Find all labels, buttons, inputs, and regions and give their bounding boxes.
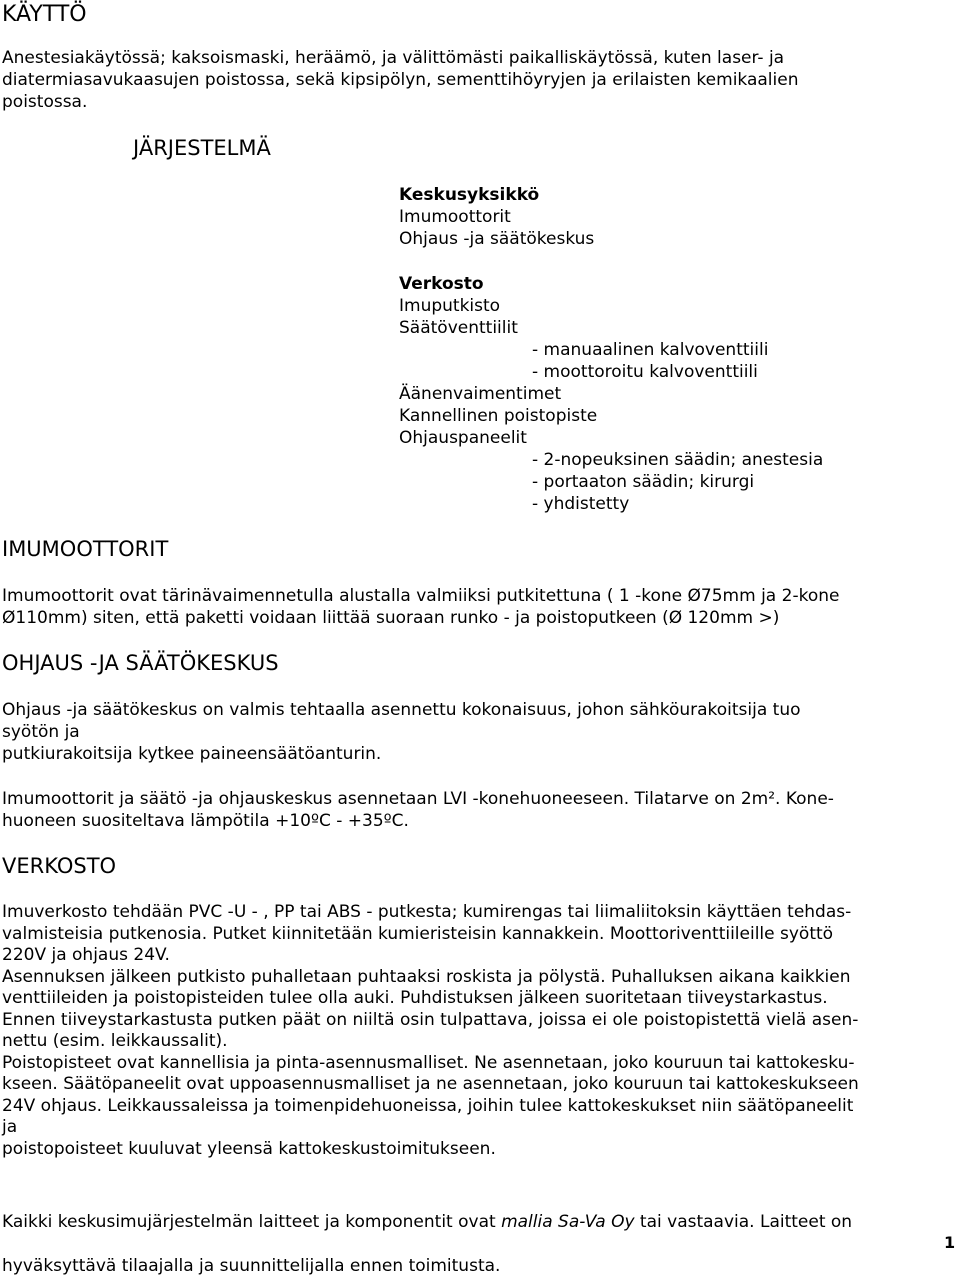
verkosto-subitem: - moottoroitu kalvoventtiili — [532, 362, 758, 382]
heading-kaytto: KÄYTTÖ — [2, 2, 87, 27]
verkosto-subitem: - portaaton säädin; kirurgi — [532, 472, 755, 492]
ohjaus-paragraph: Ohjaus -ja säätökeskus on valmis tehtaalla asennettu kokonaisuus, johon sähköurakoitsija tuo syötön ja putkiurakoitsija kytkee paineensäätöanturin. — [2, 700, 801, 764]
final-text: hyväksyttävä tilaajalla ja suunnittelijalla ennen toimitusta. — [2, 1256, 501, 1276]
final-text: Kaikki keskusimujärjestelmän laitteet ja komponentit ovat — [2, 1212, 502, 1232]
heading-ohjaus: OHJAUS -JA SÄÄTÖKESKUS — [2, 651, 279, 675]
final-paragraph — [2, 1189, 954, 1277]
verkosto-item: Imuputkisto — [399, 296, 501, 316]
verkosto-paragraph: Imuverkosto tehdään PVC -U - , PP tai ABS - putkesta; kumirengas tai liimaliitoksin käyttäen tehdas- valmisteisia putkenosia. Putket kiinnitetään kumieristeisin kannakkein. Moottoriventtiileille syöttö 220V ja ohjaus 24V. Asennuksen jälkeen putkisto puhalletaan puhtaaksi roskista ja pölystä. Puhalluksen aikana kaikkien venttiileiden ja poistopisteiden tulee olla auki. Puhdistuksen jälkeen suoritetaan tiiveystarkastus. Ennen tiiveystarkastusta putken päät on niiltä osin tulpattava, joissa ei ole poistopistettä vielä asen- nettu (esim. leikkaussalit). Poistopisteet ovat kannellisia ja pinta-asennusmalliset. Ne asennetaan, joko kouruun tai kattokesku- kseen. Säätöpaneelit ovat uppoasennusmalliset ja ne asennetaan, joko kouruun tai kattokeskukseen 24V ohjaus. Leikkaussaleissa ja toimenpidehuoneissa, joihin tulee kattokeskukset niin säätöpaneelit ja poistopoisteet kuuluvat yleensä kattokeskustoimitukseen. — [2, 902, 859, 1159]
manufacturer-name: mallia Sa-Va Oy — [501, 1212, 635, 1232]
intro-paragraph: Anestesiakäytössä; kaksoismaski, heräämö, ja välittömästi paikalliskäytössä, kuten laser- ja diatermiasavukaasujen poistossa, sekä kipsipölyn, sementtihöyryjen ja erilaisten kemikaalien poistossa. — [2, 48, 799, 112]
keskusyksikko-item: Ohjaus -ja säätökeskus — [399, 229, 595, 249]
heading-imumoottorit: IMUMOOTTORIT — [2, 537, 169, 561]
system-components — [399, 184, 919, 515]
keskusyksikko-item: Imumoottorit — [399, 207, 511, 227]
final-text: tai vastaavia. Laitteet on — [634, 1212, 853, 1232]
verkosto-item: Kannellinen poistopiste — [399, 406, 598, 426]
page-number: 1 — [944, 1233, 956, 1252]
verkosto-item: Säätöventtiilit — [399, 318, 518, 338]
verkosto-title: Verkosto — [399, 274, 484, 294]
heading-verkosto: VERKOSTO — [2, 854, 117, 878]
heading-jarjestelma: JÄRJESTELMÄ — [133, 136, 271, 160]
verkosto-item: Ohjauspaneelit — [399, 428, 527, 448]
keskusyksikko-title: Keskusyksikkö — [399, 185, 540, 205]
verkosto-subitem: - 2-nopeuksinen säädin; anestesia — [532, 450, 824, 470]
verkosto-item: Äänenvaimentimet — [399, 384, 562, 404]
ohjaus-location-paragraph: Imumoottorit ja säätö -ja ohjauskeskus asennetaan LVI -konehuoneeseen. Tilatarve on 2m². Kone- huoneen suositeltava lämpötila +10ºC - +35ºC. — [2, 789, 834, 831]
imumoottorit-paragraph: Imumoottorit ovat tärinävaimennetulla alustalla valmiiksi putkitettuna ( 1 -kone Ø75mm ja 2-kone Ø110mm) siten, että paketti voidaan liittää suoraan runko - ja poistoputkeen (Ø 120mm >) — [2, 586, 840, 628]
verkosto-subitem: - manuaalinen kalvoventtiili — [532, 340, 769, 360]
verkosto-subitem: - yhdistetty — [532, 494, 630, 514]
